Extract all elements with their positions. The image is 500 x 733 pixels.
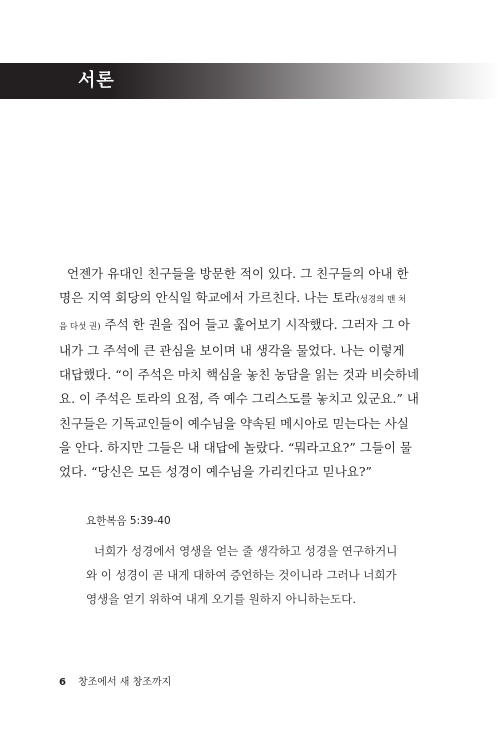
page-footer xyxy=(59,676,171,690)
body-line-annotation: 음 다섯 권) xyxy=(59,321,101,332)
scripture-line: 와 이 성경이 곧 내게 대하여 증언하는 것이니라 그러나 너희가 xyxy=(86,568,397,582)
body-line: 을 안다. 하지만 그들은 내 대답에 놀랐다. “뭐라고요?” 그들이 물 xyxy=(59,440,412,456)
scripture-line: 영생을 얻기 위하여 내게 오기를 원하지 아니하는도다. xyxy=(86,592,356,606)
body-line: 요. 이 주석은 토라의 요점, 즉 예수 그리스도를 놓치고 있군요.” 내 xyxy=(59,391,419,407)
running-book-title: 창조에서 새 창조까지 xyxy=(77,677,172,688)
body-line-text: 주석 한 권을 집어 들고 훑어보기 시작했다. 그러자 그 아 xyxy=(100,316,410,332)
body-line: 었다. “당신은 모든 성경이 예수님을 가리킨다고 믿나요?” xyxy=(59,464,372,480)
page-number: 6 xyxy=(59,677,66,688)
chapter-header-band xyxy=(0,63,500,99)
body-line: 대답했다. “이 주석은 마치 핵심을 놓친 농담을 읽는 것과 비슷하네 xyxy=(59,367,420,383)
scripture-quote xyxy=(86,513,426,611)
scripture-line: 너희가 성경에서 영생을 얻는 줄 생각하고 성경을 연구하거니 xyxy=(94,544,398,558)
body-line-annotation: (성경의 맨 처 xyxy=(356,295,407,306)
body-line xyxy=(59,286,451,312)
body-line: 언젠가 유대인 친구들을 방문한 적이 있다. 그 친구들의 아내 한 xyxy=(67,266,409,281)
body-line: 친구들은 기독교인들이 예수님을 약속된 메시아로 믿는다는 사실 xyxy=(59,415,409,431)
body-line xyxy=(59,313,451,339)
chapter-title: 서론 xyxy=(78,70,115,91)
body-paragraph xyxy=(59,262,451,485)
body-line-text: 명은 지역 회당의 안식일 학교에서 가르친다. 나는 토라 xyxy=(59,290,357,306)
scripture-reference: 요한복음 5:39-40 xyxy=(86,515,171,527)
body-line: 내가 그 주석에 큰 관심을 보이며 내 생각을 물었다. 나는 이렇게 xyxy=(59,342,405,358)
scripture-text xyxy=(86,539,426,611)
